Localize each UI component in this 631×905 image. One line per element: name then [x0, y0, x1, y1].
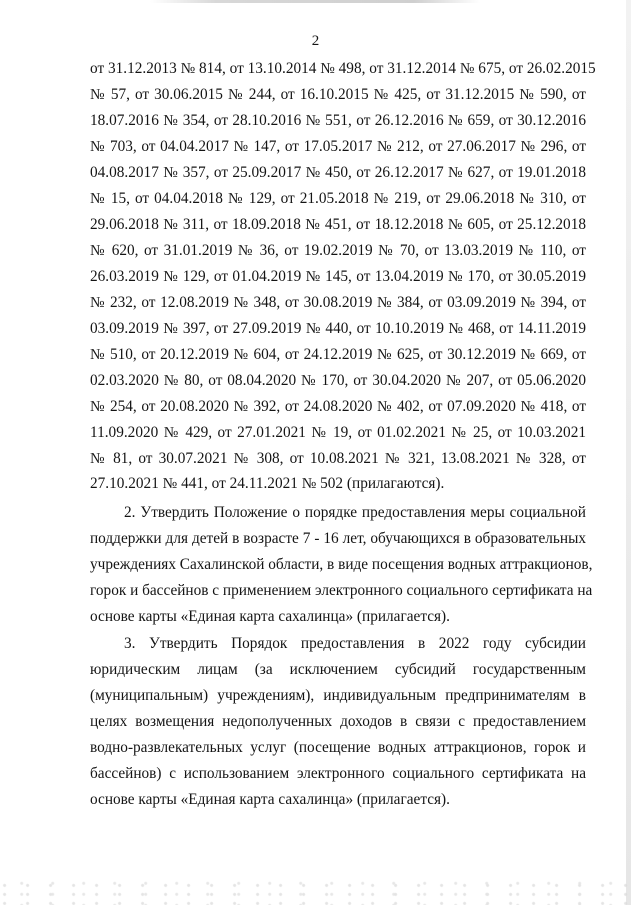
text-line: целях возмещения недополученных доходов в связи с предоставлением [90, 713, 586, 730]
text-line: № 620, от 31.01.2019 № 36, от 19.02.2019 № 70, от 13.03.2019 № 110, от [90, 242, 586, 259]
paragraph-3-first-line: 3. Утвердить Порядок предоставления в 2022 году субсидии [124, 635, 586, 652]
text-line: 02.03.2020 № 80, от 08.04.2020 № 170, от 30.04.2020 № 207, от 05.06.2020 [90, 372, 586, 389]
scan-edge-bottom [0, 880, 631, 905]
text-line: 11.09.2020 № 429, от 27.01.2021 № 19, от 01.02.2021 № 25, от 10.03.2021 [90, 424, 586, 441]
text-line: бассейнов) с использованием электронного социального сертификата на [90, 765, 586, 782]
text-line: от 31.12.2013 № 814, от 13.10.2014 № 498, от 31.12.2014 № 675, от 26.02.2015 [90, 60, 596, 77]
text-line: № 57, от 30.06.2015 № 244, от 16.10.2015 № 425, от 31.12.2015 № 590, от [90, 86, 586, 103]
text-line: учреждениях Сахалинской области, в виде посещения водных аттракционов, [90, 556, 593, 573]
text-line: № 703, от 04.04.2017 № 147, от 17.05.2017 № 212, от 27.06.2017 № 296, от [90, 138, 586, 155]
text-line: поддержки для детей в возрасте 7 - 16 лет, обучающихся в образовательных [90, 530, 586, 547]
scan-edge-right [626, 0, 631, 905]
text-line: № 232, от 12.08.2019 № 348, от 30.08.2019 № 384, от 03.09.2019 № 394, от [90, 294, 586, 311]
text-line: № 254, от 20.08.2020 № 392, от 24.08.2020 № 402, от 07.09.2020 № 418, от [90, 398, 586, 415]
text-line: юридическим лицам (за исключением субсидий государственным [90, 661, 586, 678]
text-line: водно-развлекательных услуг (посещение водных аттракционов, горок и [90, 739, 586, 756]
text-line: 18.07.2016 № 354, от 28.10.2016 № 551, от 26.12.2016 № 659, от 30.12.2016 [90, 112, 586, 129]
text-line: 29.06.2018 № 311, от 18.09.2018 № 451, от 18.12.2018 № 605, от 25.12.2018 [90, 216, 586, 233]
text-line: горок и бассейнов с применением электронного социального сертификата на [90, 582, 593, 599]
text-line: (муниципальным) учреждениям), индивидуальным предпринимателям в [90, 687, 586, 704]
text-line: 27.10.2021 № 441, от 24.11.2021 № 502 (прилагаются). [90, 475, 445, 492]
text-line: основе карты «Единая карта сахалинца» (прилагается). [90, 608, 450, 625]
text-line: основе карты «Единая карта сахалинца» (прилагается). [90, 791, 450, 808]
text-line: 03.09.2019 № 397, от 27.09.2019 № 440, от 10.10.2019 № 468, от 14.11.2019 [90, 320, 586, 337]
text-line: № 15, от 04.04.2018 № 129, от 21.05.2018 № 219, от 29.06.2018 № 310, от [90, 190, 586, 207]
text-line: 04.08.2017 № 357, от 25.09.2017 № 450, от 26.12.2017 № 627, от 19.01.2018 [90, 164, 586, 181]
page-number: 2 [311, 33, 320, 49]
paragraph-2-first-line: 2. Утвердить Положение о порядке предоставления меры социальной [124, 504, 586, 521]
text-line: № 510, от 20.12.2019 № 604, от 24.12.2019 № 625, от 30.12.2019 № 669, от [90, 346, 586, 363]
scan-edge-top [150, 0, 480, 3]
text-line: 26.03.2019 № 129, от 01.04.2019 № 145, от 13.04.2019 № 170, от 30.05.2019 [90, 268, 586, 285]
text-line: № 81, от 30.07.2021 № 308, от 10.08.2021 № 321, 13.08.2021 № 328, от [90, 450, 586, 467]
